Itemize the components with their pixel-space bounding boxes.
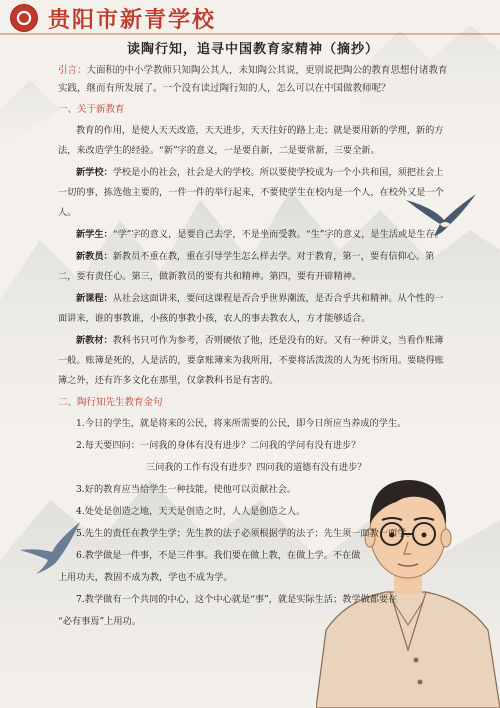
paragraph-new-material: 新教材：教科书只可作为参考，否则硬依了他，还是没有的好。又有一种讲义，当看作账簿一般。账簿是死的，人是活的，要拿账簿来为我所用，不要将活泼泼的人为死书所用。要晓得账簿之外，还有许多文化在那里，仅拿教科书是有害的。 [58, 335, 444, 386]
quote-item-6a: 6.教学做是一件事，不是三件事。我们要在做上教，在做上学。不在做 [76, 550, 361, 561]
section-heading-new-education: 一、关于新教育 [58, 104, 125, 115]
quote-item-7b: “必有事焉”上用功。 [58, 616, 141, 627]
quote-item-7a: 7.教学做有一个共同的中心，这个中心就是“事”，就是实际生活；教学做都要在 [76, 594, 398, 605]
label-new-curriculum: 新课程： [76, 293, 113, 304]
paragraph-new-student: 新学生：“学”字的意义，是要自己去学，不是坐而受教。“生”字的意义，是生活或是生存。 [76, 229, 444, 240]
label-new-teacher: 新教员： [76, 251, 113, 262]
quote-item-3: 3.好的教育应当给学生一种技能，使他可以贡献社会。 [76, 484, 297, 495]
paragraph-new-teacher: 新教员：新教员不重在教，重在引导学生怎么样去学。对于教育，第一，要有信仰心。第二，要有责任心。第三，做新教员的要有共和精神。第四，要有开辟精神。 [58, 251, 435, 282]
quote-item-2a: 2.每天要四问：一问我的身体有没有进步？二问我的学问有没有进步？ [76, 440, 361, 451]
quote-item-1: 1.今日的学生，就是将来的公民，将来所需要的公民，即今日所应当养成的学生。 [76, 418, 407, 429]
paragraph-new-curriculum: 新课程：从社会这面讲来，要问这课程是否合乎世界潮流，是否合乎共和精神。从个性的一面讲来，谁的事教谁，小孩的事教小孩，农人的事去教农人，方才能够适合。 [58, 293, 444, 324]
intro-lead: 引言： [58, 65, 87, 76]
label-new-material: 新教材： [76, 335, 113, 346]
label-new-school: 新学校： [76, 167, 113, 178]
section-heading-quotes: 二、陶行知先生教育金句 [58, 397, 163, 408]
quote-item-2b: 三问我的工作有没有进步？四问我的道德有没有进步？ [146, 462, 367, 473]
quote-item-6b: 上用功夫，教固不成为教，学也不成为学。 [58, 572, 233, 583]
paragraph-education-role: 教育的作用，是使人天天改造，天天进步，天天往好的路上走；就是要用新的学理，新的方法，来改造学生的经验。“新”字的意义，一是要自新，二是要常新，三要全新。 [58, 125, 444, 156]
quote-item-5: 5.先生的责任在教学生学；先生教的法子必须根据学的法子；先生须一面教一面学。 [76, 528, 416, 539]
page-title: 读陶行知，追寻中国教育家精神（摘抄） [126, 42, 379, 57]
intro-paragraph [58, 62, 448, 98]
header-divider [0, 33, 500, 35]
paragraph-new-school: 新学校：学校是小的社会，社会是大的学校。所以要使学校成为一个小共和国，须把社会上一切的事，拣选他主要的，一件一件的举行起来，不要使学生在校内是一个人，在校外又是一个人。 [58, 167, 444, 218]
article-body [58, 40, 448, 634]
school-name: 贵阳市新青学校 [48, 7, 217, 33]
intro-text: 大面积的中小学教师只知陶公其人，未知陶公其说，更别说把陶公的教育思想付诸教育实践，继而有所发展了。一个没有读过陶行知的人，怎么可以在中国做教师呢？ [58, 65, 448, 94]
label-new-student: 新学生： [76, 229, 113, 240]
school-logo-icon [10, 4, 38, 32]
page-header [0, 0, 500, 36]
quote-item-4: 4.处处是创造之地，天天是创造之时，人人是创造之人。 [76, 506, 306, 517]
